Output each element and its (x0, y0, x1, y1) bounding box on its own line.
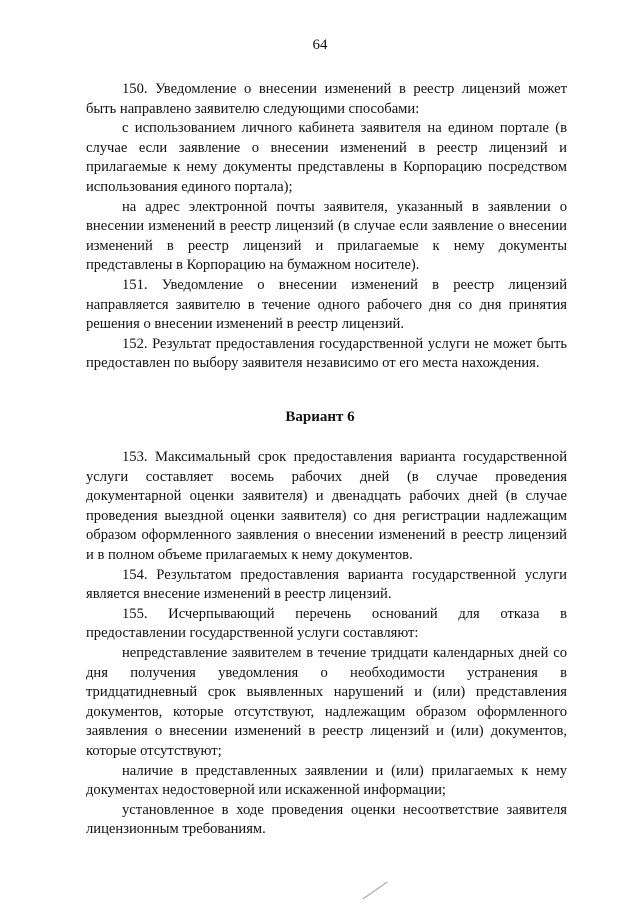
paragraph-152: 152. Результат предоставления государственной услуги не может быть предоставлен по выбору заявителя независимо от его места нахождения. (86, 335, 567, 372)
paragraph-155-ground-3: установленное в ходе проведения оценки несоответствие заявителя лицензионным требованиям. (86, 801, 567, 838)
paragraph-155: 155. Исчерпывающий перечень оснований для отказа в предоставлении государственной услуги составляют: (86, 605, 567, 642)
paragraph-155-ground-2: наличие в представленных заявлении и (или) прилагаемых к нему документах недостоверной или искаженной информации; (86, 762, 567, 799)
section-variant-6 (86, 448, 567, 840)
paragraph-150-method-email: на адрес электронной почты заявителя, указанный в заявлении о внесении изменений в реестр лицензий (в случае если заявление о внесении изменений в реестр лицензий и прилагаемые к нему документы представлены в Корпорацию на бумажном носителе). (86, 198, 567, 274)
paragraph-150-method-portal: с использованием личного кабинета заявителя на едином портале (в случае если заявление о внесении изменений в реестр лицензий и прилагаемые к нему документы представлены в Корпорацию посредством использования единого портала); (86, 120, 567, 195)
section-heading-variant-6: Вариант 6 (285, 409, 355, 425)
paragraph-151: 151. Уведомление о внесении изменений в реестр лицензий направляется заявителю в течение одного рабочего дня со дня принятия решения о внесении изменений в реестр лицензий. (86, 276, 567, 333)
paragraph-150: 150. Уведомление о внесении изменений в реестр лицензий может быть направлено заявителю следующими способами: (86, 81, 567, 117)
page-number: 64 (312, 37, 328, 53)
paragraph-155-ground-1: непредставление заявителем в течение тридцати календарных дней со дня получения уведомления о необходимости устранения в тридцатидневный срок выявленных нарушений и (или) представления документов, которые отсутствуют, надлежащим образом оформленного заявления о внесении изменений в реестр лицензий и (или) документов, которые отсутствуют; (86, 644, 567, 759)
section-before-variant (86, 80, 567, 374)
paragraph-154: 154. Результатом предоставления варианта государственной услуги является внесение изменений в реестр лицензий. (86, 566, 567, 603)
paragraph-153: 153. Максимальный срок предоставления варианта государственной услуги составляет восемь рабочих дней (в случае проведения документарной оценки заявителя) и двенадцать рабочих дней (в случае проведения выездной оценки заявителя) со дня регистрации надлежащим образом оформленного заявления о внесении изменений в реестр лицензий и в полном объеме прилагаемых к нему документов. (86, 449, 567, 563)
scan-mark (362, 881, 387, 899)
